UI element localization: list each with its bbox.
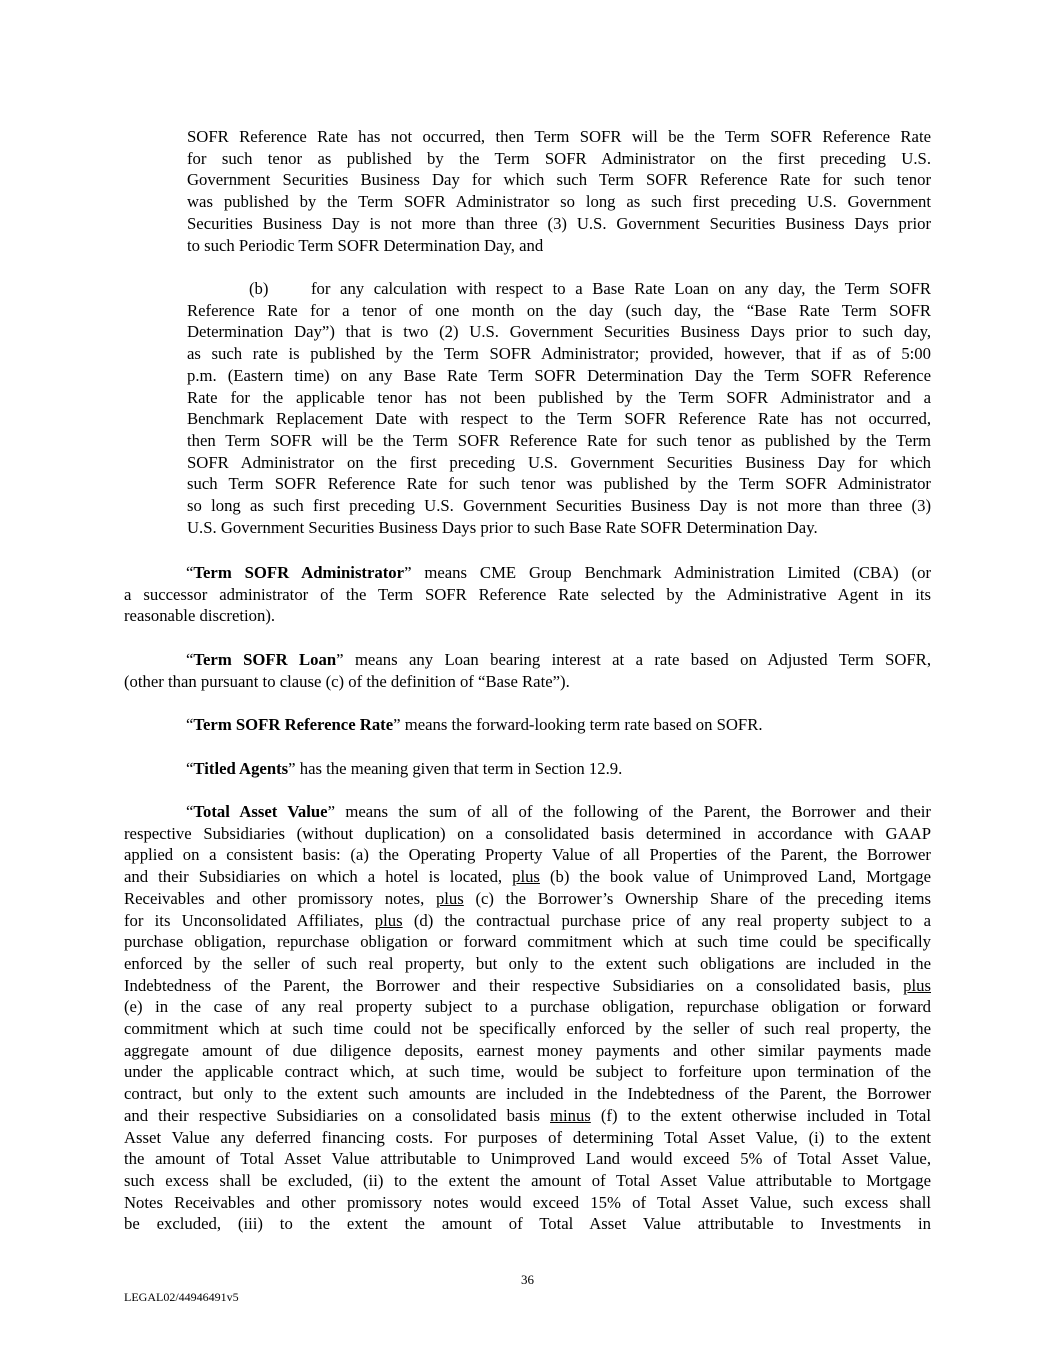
- text-line: (b) for any calculation with respect to a Base Rate Loan on any day, the Term SOFR: [249, 279, 931, 298]
- text-line: so long as such first preceding U.S. Government Securities Business Day is not more than three (3): [187, 496, 931, 516]
- text-line: “Total Asset Value” means the sum of all of the following of the Parent, the Borrower and their: [186, 802, 931, 821]
- text-line: SOFR Reference Rate has not occurred, then Term SOFR will be the Term SOFR Reference Rate: [187, 127, 931, 146]
- text-line: purchase obligation, repurchase obligation or forward commitment which at such time could be specifically: [124, 932, 931, 952]
- definition-term-sofr-administrator: [124, 562, 931, 627]
- defined-term: Titled Agents: [193, 759, 289, 778]
- text-line: SOFR Administrator on the first preceding U.S. Government Securities Business Day for which: [187, 452, 931, 472]
- text-line: then Term SOFR will be the Term SOFR Reference Rate for such tenor as published by the Term: [187, 430, 931, 450]
- text-line: as such rate is published by the Term SOFR Administrator; provided, however, that if as of 5:00: [187, 344, 931, 364]
- text-line: such Term SOFR Reference Rate for such tenor was published by the Term SOFR Administrator: [187, 474, 931, 494]
- text-line: respective Subsidiaries (without duplication) on a consolidated basis determined in accordance with GAAP: [124, 823, 931, 843]
- text-line: Benchmark Replacement Date with respect to the Term SOFR Reference Rate has not occurred,: [187, 409, 931, 429]
- definition-titled-agents: [124, 758, 931, 780]
- text-line: for such tenor as published by the Term SOFR Administrator on the first preceding U.S.: [187, 148, 931, 168]
- text-line: enforced by the seller of such real property, but only to the extent such obligations are included in the: [124, 953, 931, 973]
- text-line: (e) in the case of any real property subject to a purchase obligation, repurchase obligation or forward: [124, 997, 931, 1017]
- text-line: commitment which at such time could not be specifically enforced by the seller of such real property, the: [124, 1019, 931, 1039]
- document-id: LEGAL02/44946491v5: [124, 1290, 239, 1304]
- text-line: a successor administrator of the Term SOFR Reference Rate selected by the Administrative Agent in its: [124, 584, 931, 604]
- text-line: “Term SOFR Reference Rate” means the forward-looking term rate based on SOFR.: [186, 715, 763, 734]
- text-line: Receivables and other promissory notes, plus (c) the Borrower’s Ownership Share of the preceding items: [124, 888, 931, 908]
- text-line: applied on a consistent basis: (a) the Operating Property Value of all Properties of the Parent, the Borrower: [124, 845, 931, 865]
- text-line: under the applicable contract which, at such time, would be subject to forfeiture upon termination of the: [124, 1062, 931, 1082]
- paragraph-continuation: [187, 126, 931, 256]
- defined-term: Term SOFR Loan: [193, 650, 337, 669]
- text-line: “Term SOFR Administrator” means CME Group Benchmark Administration Limited (CBA) (or: [186, 563, 931, 582]
- text-line: “Titled Agents” has the meaning given that term in Section 12.9.: [186, 759, 623, 778]
- text-line: be excluded, (iii) to the extent the amount of Total Asset Value attributable to Investments in: [124, 1214, 931, 1234]
- text-line: “Term SOFR Loan” means any Loan bearing interest at a rate based on Adjusted Term SOFR,: [186, 650, 931, 669]
- text-line: and their respective Subsidiaries on a consolidated basis minus (f) to the extent otherwise included in Total: [124, 1105, 931, 1125]
- clause-marker: (b): [249, 279, 269, 298]
- page-number: 36: [521, 1272, 534, 1287]
- text-line: to such Periodic Term SOFR Determination Day, and: [187, 235, 544, 255]
- clause-b: [187, 278, 931, 538]
- text-line: p.m. (Eastern time) on any Base Rate Term SOFR Determination Day the Term SOFR Reference: [187, 365, 931, 385]
- text-line: Government Securities Business Day for which such Term SOFR Reference Rate for such tenor: [187, 170, 931, 190]
- definition-total-asset-value: [124, 801, 931, 1235]
- text-line: contract, but only to the extent such amounts are included in the Indebtedness of the Parent, the Borrower: [124, 1084, 931, 1104]
- definition-term-sofr-loan: [124, 649, 931, 692]
- definition-term-sofr-reference-rate: [124, 714, 931, 736]
- text-line: was published by the Term SOFR Administrator so long as such first preceding U.S. Government: [187, 192, 931, 212]
- text-line: Securities Business Day is not more than three (3) U.S. Government Securities Business Days prior: [187, 213, 931, 233]
- text-line: the amount of Total Asset Value attributable to Unimproved Land would exceed 5% of Total Asset Value,: [124, 1149, 931, 1169]
- text-line: for its Unconsolidated Affiliates, plus (d) the contractual purchase price of any real property subject to a: [124, 910, 932, 930]
- text-line: reasonable discretion).: [124, 606, 276, 626]
- text-line: Reference Rate for a tenor of one month on the day (such day, the “Base Rate Term SOFR: [187, 300, 931, 320]
- text-line: Asset Value any deferred financing costs. For purposes of determining Total Asset Value, (i) to the extent: [124, 1127, 931, 1147]
- text-line: Determination Day”) that is two (2) U.S. Government Securities Business Days prior to such day,: [187, 322, 931, 342]
- text-line: such excess shall be excluded, (ii) to the extent the amount of Total Asset Value attributable to Mortgage: [124, 1170, 931, 1190]
- defined-term: Term SOFR Reference Rate: [193, 715, 394, 734]
- text-line: Indebtedness of the Parent, the Borrower and their respective Subsidiaries on a consolidated basis, plus: [124, 975, 931, 995]
- text-line: aggregate amount of due diligence deposits, earnest money payments and other similar payments made: [124, 1040, 931, 1060]
- text-line: and their Subsidiaries on which a hotel is located, plus (b) the book value of Unimproved Land, Mortgage: [124, 867, 931, 887]
- defined-term: Term SOFR Administrator: [193, 563, 405, 582]
- text-line: (other than pursuant to clause (c) of the definition of “Base Rate”).: [124, 671, 570, 691]
- text-line: Rate for the applicable tenor has not been published by the Term SOFR Administrator and a: [187, 387, 931, 407]
- defined-term: Total Asset Value: [193, 802, 328, 821]
- text-line: U.S. Government Securities Business Days prior to such Base Rate SOFR Determination Day.: [187, 517, 818, 537]
- text-line: Notes Receivables and other promissory notes would exceed 15% of Total Asset Value, such excess shall: [124, 1192, 931, 1212]
